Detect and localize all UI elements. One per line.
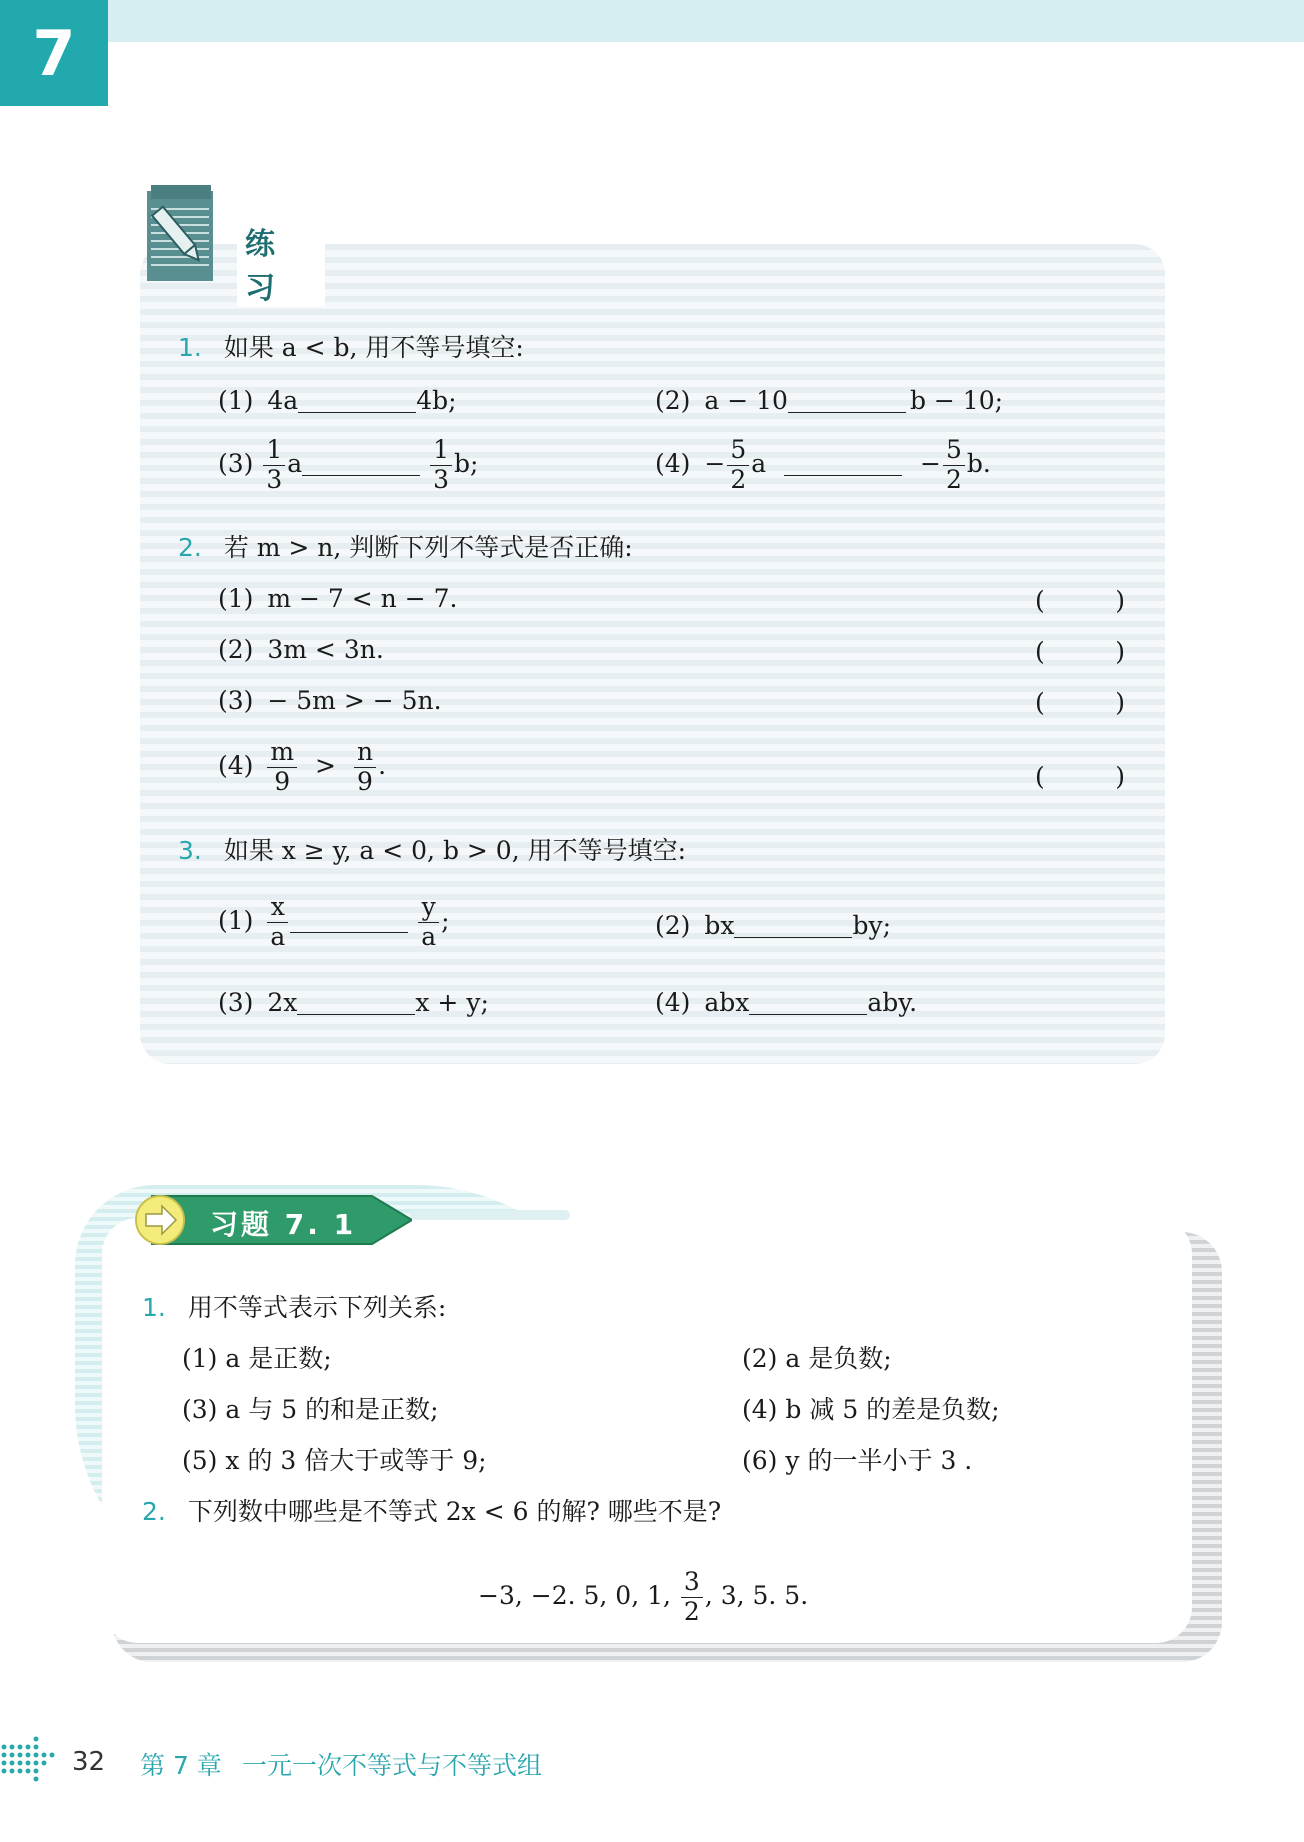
question-text: 如果 x ≥ y, a < 0, b > 0, 用不等号填空: — [223, 836, 687, 865]
exercise-q2-numbers: −3, −2. 5, 0, 1, $\frac{3}{2}$ , 3, 5. 5. — [478, 1567, 809, 1626]
practice-q3-stem — [178, 838, 686, 863]
item-label: (2) — [218, 635, 254, 664]
answer-blank[interactable] — [734, 912, 852, 938]
item-label: (3) — [218, 988, 254, 1017]
chapter-tab: 7 — [0, 0, 108, 106]
answer-blank[interactable] — [788, 387, 906, 413]
dot-pattern-icon — [0, 1735, 60, 1785]
item-label: (4) — [218, 750, 254, 780]
exercise-q1-item-2: (2) a 是负数; — [742, 1344, 892, 1373]
footer-chapter-label: 第 7 章 — [140, 1751, 222, 1780]
practice-title: 练 习 — [237, 219, 325, 307]
practice-q1-stem — [178, 335, 524, 360]
exercise-q1-item-5: (5) x 的 3 倍大于或等于 9; — [182, 1446, 487, 1475]
judgement-parens[interactable]: ( ) — [1035, 688, 1125, 717]
item-left: a — [751, 448, 767, 478]
exercise-q1-item-6: (6) y 的一半小于 3 . — [742, 1446, 973, 1475]
item-label: (4) — [655, 448, 691, 478]
item-label: (3) — [218, 686, 254, 715]
fraction: $\frac{x}{a}$ — [267, 893, 288, 952]
footer-chapter-name: 一元一次不等式与不等式组 — [242, 1751, 543, 1780]
practice-header — [145, 183, 325, 306]
practice-q3-item-4 — [655, 989, 917, 1015]
item-label: (1) — [218, 386, 254, 415]
fraction: $\frac{3}{2}$ — [681, 1568, 703, 1627]
item-left: 2x — [267, 988, 298, 1017]
practice-q2-item-1 — [218, 586, 457, 611]
item-label: (1) — [218, 905, 254, 935]
fraction: $\frac{5}{2}$ — [727, 436, 749, 495]
exercise-title: 习题 7. 1 — [210, 1208, 357, 1241]
practice-q1-item-1 — [218, 387, 457, 413]
item-left: a − 10 — [704, 386, 788, 415]
exercise-q1-item-4: (4) b 减 5 的差是负数; — [742, 1395, 1000, 1424]
question-text: 用不等式表示下列关系: — [187, 1293, 447, 1322]
item-right: b. — [966, 448, 991, 478]
answer-blank[interactable] — [297, 989, 415, 1015]
item-label: (3) — [218, 448, 254, 478]
item-right: by; — [852, 911, 892, 940]
question-text: 下列数中哪些是不等式 2x < 6 的解? 哪些不是? — [187, 1497, 722, 1526]
item-label: (4) — [655, 988, 691, 1017]
fraction: $\frac{5}{2}$ — [943, 436, 965, 495]
item-left: bx — [704, 911, 735, 940]
top-bar — [0, 0, 1304, 42]
exercise-q1-stem — [142, 1295, 446, 1320]
exercise-q2-stem — [142, 1499, 721, 1524]
answer-blank[interactable] — [298, 387, 416, 413]
question-number: 2. — [178, 533, 202, 562]
fraction: $\frac{1}{3}$ — [430, 436, 452, 495]
item-text: 3m < 3n. — [267, 635, 384, 664]
fraction: $\frac{n}{9}$ — [354, 738, 376, 797]
item-left: abx — [704, 988, 750, 1017]
exercise-decor-line — [410, 1210, 570, 1220]
fraction: $\frac{y}{a}$ — [418, 893, 439, 952]
item-text: m − 7 < n − 7. — [267, 584, 458, 613]
item-right: x + y; — [415, 988, 489, 1017]
item-right: b; — [454, 448, 479, 478]
practice-q2-item-2 — [218, 637, 384, 662]
practice-q2-item-4: (4) $\frac{m}{9}$ > $\frac{n}{9}$ . — [218, 737, 387, 796]
practice-q3-item-1: (1) $\frac{x}{a}$ $\frac{y}{a}$ ; — [218, 892, 450, 951]
question-number: 1. — [142, 1293, 166, 1322]
question-text: 如果 a < b, 用不等号填空: — [223, 333, 524, 362]
item-label: (2) — [655, 386, 691, 415]
answer-blank[interactable] — [290, 907, 408, 933]
practice-q2-item-3 — [218, 688, 442, 713]
question-number: 3. — [178, 836, 202, 865]
item-left: 4a — [267, 386, 299, 415]
judgement-parens[interactable]: ( ) — [1035, 586, 1125, 615]
judgement-parens[interactable]: ( ) — [1035, 762, 1125, 791]
item-left: a — [287, 448, 303, 478]
practice-q1-item-2 — [655, 387, 1003, 413]
fraction: $\frac{1}{3}$ — [263, 436, 285, 495]
exercise-q1-item-3: (3) a 与 5 的和是正数; — [182, 1395, 439, 1424]
fraction: $\frac{m}{9}$ — [267, 738, 297, 797]
item-right: 4b; — [416, 386, 457, 415]
item-right: aby. — [867, 988, 918, 1017]
question-text: 若 m > n, 判断下列不等式是否正确: — [223, 533, 633, 562]
answer-blank[interactable] — [302, 450, 420, 476]
practice-q3-item-3 — [218, 989, 489, 1015]
answer-blank[interactable] — [749, 989, 867, 1015]
practice-q1-item-3 — [218, 436, 478, 495]
answer-blank[interactable] — [784, 450, 902, 476]
practice-q3-item-2 — [655, 912, 891, 938]
practice-q2-stem — [178, 535, 633, 560]
question-number: 2. — [142, 1497, 166, 1526]
item-text: − 5m > − 5n. — [267, 686, 442, 715]
judgement-parens[interactable]: ( ) — [1035, 637, 1125, 666]
exercise-q1-item-1: (1) a 是正数; — [182, 1344, 332, 1373]
arrow-circle-icon — [136, 1196, 184, 1244]
practice-q1-item-4: (4) − $\frac{5}{2}$ a − $\frac{5}{2}$ b. — [655, 435, 991, 494]
page-number: 32 — [72, 1747, 106, 1777]
item-label: (1) — [218, 584, 254, 613]
pencil-notebook-icon — [145, 183, 215, 283]
question-number: 1. — [178, 333, 202, 362]
item-label: (2) — [655, 911, 691, 940]
item-right: b − 10; — [909, 386, 1004, 415]
